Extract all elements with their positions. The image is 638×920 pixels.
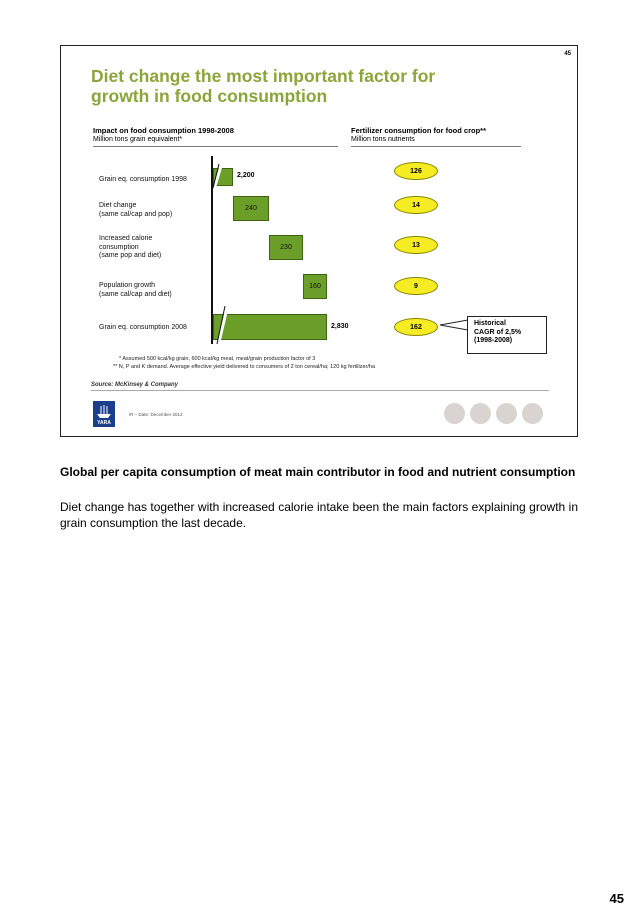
- slide-number: 45: [564, 51, 571, 57]
- axis-break-marks: [211, 156, 241, 346]
- row-label-diet: [99, 202, 172, 219]
- decorative-dot: [470, 403, 491, 424]
- footnote-2: ** N, P and K demand. Average effective yield delivered to consumers of 2 ton cereal/ha; 120 kg fertilizer/ha: [113, 364, 376, 370]
- bar-calorie-value: 230: [280, 244, 292, 251]
- decorative-dot: [496, 403, 517, 424]
- decorative-dot: [522, 403, 543, 424]
- callout-pointer: [438, 318, 468, 332]
- left-subheader: Million tons grain equivalent*: [93, 136, 183, 143]
- row-label-line: (same pop and diet): [99, 252, 162, 259]
- row-label-line: Grain eq. consumption 2008: [99, 324, 187, 331]
- bar-1998-value: 2,200: [237, 172, 255, 179]
- right-subheader: Million tons nutrients: [351, 136, 415, 143]
- row-label-2008: [99, 324, 187, 333]
- source-rule: [91, 390, 549, 391]
- left-header-rule: [93, 146, 338, 147]
- decorative-dot: [444, 403, 465, 424]
- fertilizer-oval-calorie: 13: [394, 236, 438, 254]
- bar-population-value: 160: [309, 283, 321, 290]
- row-label-line: Population growth: [99, 282, 156, 289]
- source-line: Source: McKinsey & Company: [91, 382, 179, 388]
- page-number: 45: [609, 891, 624, 906]
- yara-logo: [93, 401, 115, 427]
- row-label-line: Diet change: [99, 202, 137, 209]
- slide-figure: [60, 45, 578, 437]
- footnote-1: * Assumed 500 kcal/kg grain, 600 kcal/kg meat, meat/grain production factor of 3: [119, 356, 316, 362]
- cagr-callout: [467, 316, 547, 354]
- row-label-line: (same cal/cap and pop): [99, 210, 173, 218]
- slide-title: [91, 66, 531, 106]
- bar-diet-change-value: 240: [245, 205, 257, 212]
- bar-population: [303, 274, 327, 299]
- row-label-line: (same cal/cap and diet): [99, 290, 172, 298]
- callout-line: (1998-2008): [474, 337, 513, 344]
- callout-line: Historical: [474, 320, 506, 327]
- right-header: Fertilizer consumption for food crop**: [351, 126, 487, 135]
- fertilizer-oval-diet: 14: [394, 196, 438, 214]
- row-label-line: Increased calorie: [99, 235, 153, 242]
- slide-footer-text: IR – Date: December 2012: [129, 412, 183, 417]
- fertilizer-oval-population: 9: [394, 277, 438, 295]
- bar-2008-value: 2,830: [331, 323, 349, 330]
- row-label-line: Grain eq. consumption 1998: [99, 176, 187, 183]
- row-label-1998: [99, 176, 187, 185]
- row-label-calorie: [99, 235, 161, 261]
- body-paragraph: Diet change has together with increased calorie intake been the main factors explaining growth in grain consumption the last decade.: [60, 500, 578, 530]
- left-header: Impact on food consumption 1998-2008: [93, 126, 234, 135]
- logo-text: YARA: [97, 420, 111, 426]
- section-heading: Global per capita consumption of meat main contributor in food and nutrient consumption: [60, 465, 576, 479]
- fertilizer-oval-2008: 162: [394, 318, 438, 336]
- slide-title-line1: Diet change the most important factor for: [91, 66, 436, 86]
- slide-title-line2: growth in food consumption: [91, 86, 328, 106]
- fertilizer-oval-1998: 126: [394, 162, 438, 180]
- row-label-line: consumption: [99, 243, 139, 251]
- callout-line: CAGR of 2,5%: [474, 328, 522, 336]
- row-label-population: [99, 282, 172, 299]
- bar-calorie: [269, 235, 303, 260]
- right-header-rule: [351, 146, 521, 147]
